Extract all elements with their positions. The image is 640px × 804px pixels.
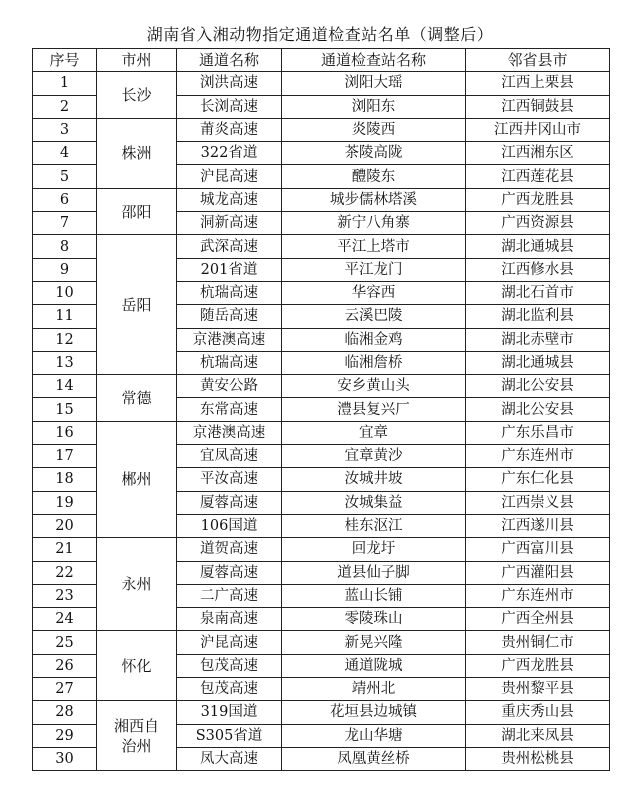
neighbor-county: 贵州黎平县 (466, 678, 610, 701)
table-row (33, 701, 610, 724)
neighbor-county: 江西崇义县 (466, 491, 610, 514)
station-name: 云溪巴陵 (282, 305, 466, 328)
station-name: 浏阳大瑶 (282, 72, 466, 95)
city-cell: 常德 (97, 375, 177, 422)
table-row (33, 538, 610, 561)
table-body (33, 72, 610, 771)
row-number: 8 (33, 235, 97, 258)
road-name: 武深高速 (177, 235, 282, 258)
station-name: 华容西 (282, 281, 466, 304)
city-cell: 株洲 (97, 118, 177, 188)
road-name: 黄安公路 (177, 375, 282, 398)
station-name: 凤凰黄丝桥 (282, 747, 466, 770)
road-name: 沪昆高速 (177, 631, 282, 654)
station-name: 靖州北 (282, 678, 466, 701)
row-number: 9 (33, 258, 97, 281)
station-name: 浏阳东 (282, 95, 466, 118)
station-name: 桂东沤江 (282, 514, 466, 537)
station-name: 临湘詹桥 (282, 351, 466, 374)
neighbor-county: 广西灌阳县 (466, 561, 610, 584)
station-name: 醴陵东 (282, 165, 466, 188)
city-cell: 邵阳 (97, 188, 177, 235)
neighbor-county: 贵州铜仁市 (466, 631, 610, 654)
neighbor-county: 湖北监利县 (466, 305, 610, 328)
neighbor-county: 江西湘东区 (466, 142, 610, 165)
neighbor-county: 广西资源县 (466, 212, 610, 235)
road-name: 厦蓉高速 (177, 561, 282, 584)
road-name: 长浏高速 (177, 95, 282, 118)
station-name: 安乡黄山头 (282, 375, 466, 398)
road-name: 包茂高速 (177, 678, 282, 701)
station-name: 平江上塔市 (282, 235, 466, 258)
row-number: 29 (33, 724, 97, 747)
neighbor-county: 江西井冈山市 (466, 118, 610, 141)
row-number: 27 (33, 678, 97, 701)
row-number: 30 (33, 747, 97, 770)
station-name: 汝城井坡 (282, 468, 466, 491)
station-name: 花垣县边城镇 (282, 701, 466, 724)
city-cell: 湘西自治州 (97, 701, 177, 771)
station-name: 蓝山长铺 (282, 584, 466, 607)
road-name: 道贺高速 (177, 538, 282, 561)
neighbor-county: 江西铜鼓县 (466, 95, 610, 118)
row-number: 28 (33, 701, 97, 724)
header-city: 市州 (97, 49, 177, 72)
neighbor-county: 湖北公安县 (466, 398, 610, 421)
city-cell: 永州 (97, 538, 177, 631)
neighbor-county: 广西全州县 (466, 608, 610, 631)
header-no: 序号 (33, 49, 97, 72)
station-name: 宜章 (282, 421, 466, 444)
road-name: 二广高速 (177, 584, 282, 607)
row-number: 22 (33, 561, 97, 584)
road-name: 凤大高速 (177, 747, 282, 770)
neighbor-county: 广西龙胜县 (466, 188, 610, 211)
table-header-row (33, 49, 610, 72)
station-name: 临湘金鸡 (282, 328, 466, 351)
neighbor-county: 湖北通城县 (466, 351, 610, 374)
row-number: 20 (33, 514, 97, 537)
table-row (33, 421, 610, 444)
table-row (33, 235, 610, 258)
city-cell: 岳阳 (97, 235, 177, 375)
neighbor-county: 广西富川县 (466, 538, 610, 561)
table-row (33, 375, 610, 398)
station-name: 炎陵西 (282, 118, 466, 141)
table-row (33, 188, 610, 211)
row-number: 2 (33, 95, 97, 118)
row-number: 19 (33, 491, 97, 514)
neighbor-county: 湖北石首市 (466, 281, 610, 304)
road-name: 城龙高速 (177, 188, 282, 211)
neighbor-county: 江西莲花县 (466, 165, 610, 188)
neighbor-county: 广东乐昌市 (466, 421, 610, 444)
road-name: 厦蓉高速 (177, 491, 282, 514)
row-number: 4 (33, 142, 97, 165)
neighbor-county: 江西遂川县 (466, 514, 610, 537)
neighbor-county: 湖北公安县 (466, 375, 610, 398)
station-name: 回龙圩 (282, 538, 466, 561)
row-number: 10 (33, 281, 97, 304)
station-name: 茶陵高陇 (282, 142, 466, 165)
row-number: 24 (33, 608, 97, 631)
station-name: 零陵珠山 (282, 608, 466, 631)
row-number: 11 (33, 305, 97, 328)
road-name: 随岳高速 (177, 305, 282, 328)
station-name: 澧县复兴厂 (282, 398, 466, 421)
road-name: 杭瑞高速 (177, 281, 282, 304)
city-cell: 郴州 (97, 421, 177, 537)
road-name: 宜凤高速 (177, 445, 282, 468)
road-name: S305省道 (177, 724, 282, 747)
station-name: 城步儒林塔溪 (282, 188, 466, 211)
table-row (33, 631, 610, 654)
station-name: 新晃兴隆 (282, 631, 466, 654)
row-number: 14 (33, 375, 97, 398)
neighbor-county: 江西修水县 (466, 258, 610, 281)
document-title: 湖南省入湘动物指定通道检查站名单（调整后） (146, 25, 494, 44)
road-name: 杭瑞高速 (177, 351, 282, 374)
road-name: 201省道 (177, 258, 282, 281)
row-number: 15 (33, 398, 97, 421)
station-name: 通道陇城 (282, 654, 466, 677)
neighbor-county: 湖北来凤县 (466, 724, 610, 747)
row-number: 6 (33, 188, 97, 211)
road-name: 沪昆高速 (177, 165, 282, 188)
row-number: 1 (33, 72, 97, 95)
road-name: 322省道 (177, 142, 282, 165)
station-name: 新宁八角寨 (282, 212, 466, 235)
row-number: 13 (33, 351, 97, 374)
table-row (33, 72, 610, 95)
row-number: 16 (33, 421, 97, 444)
road-name: 京港澳高速 (177, 328, 282, 351)
road-name: 洞新高速 (177, 212, 282, 235)
row-number: 23 (33, 584, 97, 607)
neighbor-county: 广西龙胜县 (466, 654, 610, 677)
station-name: 汝城集益 (282, 491, 466, 514)
station-name: 龙山华塘 (282, 724, 466, 747)
row-number: 21 (33, 538, 97, 561)
checkpoint-table (32, 48, 610, 771)
row-number: 7 (33, 212, 97, 235)
road-name: 包茂高速 (177, 654, 282, 677)
station-name: 宜章黄沙 (282, 445, 466, 468)
row-number: 12 (33, 328, 97, 351)
neighbor-county: 贵州松桃县 (466, 747, 610, 770)
road-name: 319国道 (177, 701, 282, 724)
station-name: 道县仙子脚 (282, 561, 466, 584)
header-neighbor: 邻省县市 (466, 49, 610, 72)
row-number: 26 (33, 654, 97, 677)
row-number: 5 (33, 165, 97, 188)
road-name: 平汝高速 (177, 468, 282, 491)
neighbor-county: 湖北通城县 (466, 235, 610, 258)
table-row (33, 118, 610, 141)
row-number: 3 (33, 118, 97, 141)
row-number: 18 (33, 468, 97, 491)
row-number: 17 (33, 445, 97, 468)
station-name: 平江龙门 (282, 258, 466, 281)
neighbor-county: 广东连州市 (466, 584, 610, 607)
road-name: 京港澳高速 (177, 421, 282, 444)
neighbor-county: 广东仁化县 (466, 468, 610, 491)
header-station: 通道检查站名称 (282, 49, 466, 72)
neighbor-county: 湖北赤壁市 (466, 328, 610, 351)
header-road: 通道名称 (177, 49, 282, 72)
city-cell: 长沙 (97, 72, 177, 119)
road-name: 泉南高速 (177, 608, 282, 631)
city-cell: 怀化 (97, 631, 177, 701)
road-name: 浏洪高速 (177, 72, 282, 95)
road-name: 东常高速 (177, 398, 282, 421)
road-name: 106国道 (177, 514, 282, 537)
row-number: 25 (33, 631, 97, 654)
neighbor-county: 江西上栗县 (466, 72, 610, 95)
neighbor-county: 重庆秀山县 (466, 701, 610, 724)
road-name: 莆炎高速 (177, 118, 282, 141)
neighbor-county: 广东连州市 (466, 445, 610, 468)
